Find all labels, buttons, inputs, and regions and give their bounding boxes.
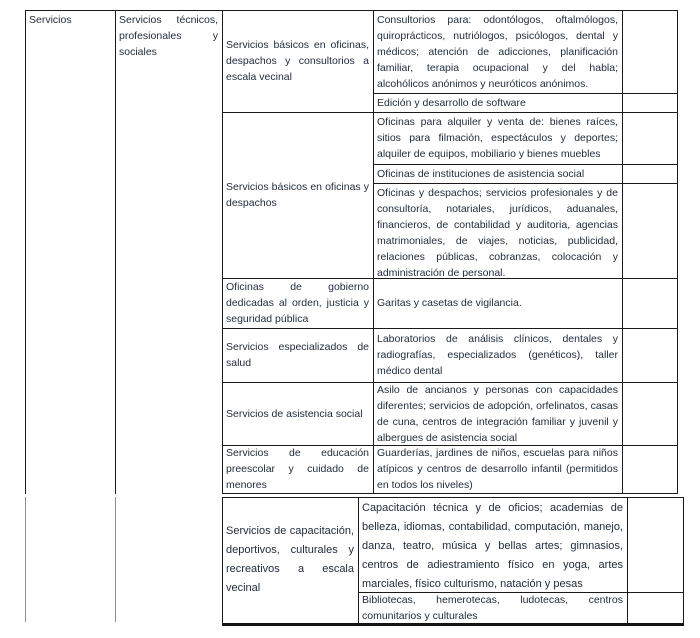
category-text: Servicios de educación preescolar y cuidado de menores [226,447,369,491]
item-guarderias [374,446,621,492]
item-asilo-ancianos [374,383,621,444]
item-oficinas-despachos [374,184,621,277]
table-grid-line [222,493,678,494]
item-text: Oficinas para alquiler y venta de: bienes raíces, sitios para filmación, espectáculos y deportes; alquiler de equipos, mobiliario y bienes muebles [377,116,618,160]
table-grid-line [25,10,26,494]
category-text: Servicios básicos en oficinas, despachos y consultorios a escala vecinal [226,39,369,83]
category-text: Servicios básicos en oficinas y despachos [226,181,369,209]
item-text: Oficinas y despachos; servicios profesionales y de consultoría, notariales, jurídicos, aduanales, financieros, de contabilidad y auditoria, agencias matrimoniales, de viajes, noticias, publicidad, relaciones públicas, cobranzas, colocación y administración de personal. [377,187,618,277]
table-bottom-border [222,623,684,626]
item-text: Garitas y casetas de vigilancia. [377,297,522,309]
category-servicios-basicos-consultorios [223,11,372,111]
category-servicios-salud [223,329,372,381]
item-garitas-vigilancia [374,279,621,327]
category-text: Servicios de capacitación, deportivos, culturales y recreativos a escala vecinal [226,525,354,594]
item-text: Capacitación técnica y de oficios; academias de belleza, idiomas, contabilidad, computación, manejo, danza, teatro, música y bellas artes; gimnasios, centros de adiestramiento físico en yoga, artes marciales, físico culturismo, natación y pesas [362,502,623,590]
item-text: Laboratorios de análisis clínicos, dentales y radiografías, especializados (genéticos), taller médico dental [377,333,618,377]
item-consultorios [374,11,621,92]
subgroup-label: Servicios técnicos, profesionales y sociales [119,14,218,58]
category-text: Servicios de asistencia social [226,407,363,420]
category-text: Servicios especializados de salud [226,341,369,369]
table-grid-line [627,497,628,624]
item-edicion-software [374,93,621,112]
category-servicios-basicos-oficinas [223,113,372,277]
table-grid-line-continuation [25,497,26,622]
category-capacitacion-deportivos [223,498,357,622]
category-asistencia-social [223,383,372,444]
group-cell-servicios [26,11,114,51]
item-text: Consultorios para: odontólogos, oftalmólogos, quiroprácticos, nutriólogos, psicólogos, dental y médicos; atención de adicciones, planificación familiar, terapia ocupacional y del habla; alcohólicos anónimos y neuróticos anónimos. [377,14,618,90]
item-text: Guarderías, jardines de niños, escuelas para niños atípicos y centros de desarrollo infantil (permitidos en todos los niveles) [377,447,618,491]
item-oficinas-alquiler [374,113,621,163]
category-text: Oficinas de gobierno dedicadas al orden, justicia y seguridad pública [226,281,369,325]
item-text: Asilo de ancianos y personas con capacidades diferentes; servicios de adopción, orfelinatos, casas de cuna, centros de integración familiar y juvenil y albergues de asistencia social [377,383,618,444]
table-grid-line [677,10,678,494]
subgroup-cell-servicios-tecnicos [116,11,221,65]
table-grid-line [115,10,116,494]
group-label: Servicios [29,14,72,26]
item-bibliotecas [359,593,626,622]
item-oficinas-instituciones [374,164,621,183]
category-oficinas-gobierno [223,279,372,327]
category-educacion-preescolar [223,446,372,492]
table-grid-line [683,497,684,624]
table-grid-line [622,10,623,494]
table-grid-line-continuation [115,497,116,622]
item-text: Bibliotecas, hemerotecas, ludotecas, centros comunitarios y culturales [362,593,623,622]
item-laboratorios [374,329,621,381]
item-text: Edición y desarrollo de software [377,96,526,109]
item-capacitacion-tecnica [359,498,626,591]
item-text: Oficinas de instituciones de asistencia social [377,167,585,180]
